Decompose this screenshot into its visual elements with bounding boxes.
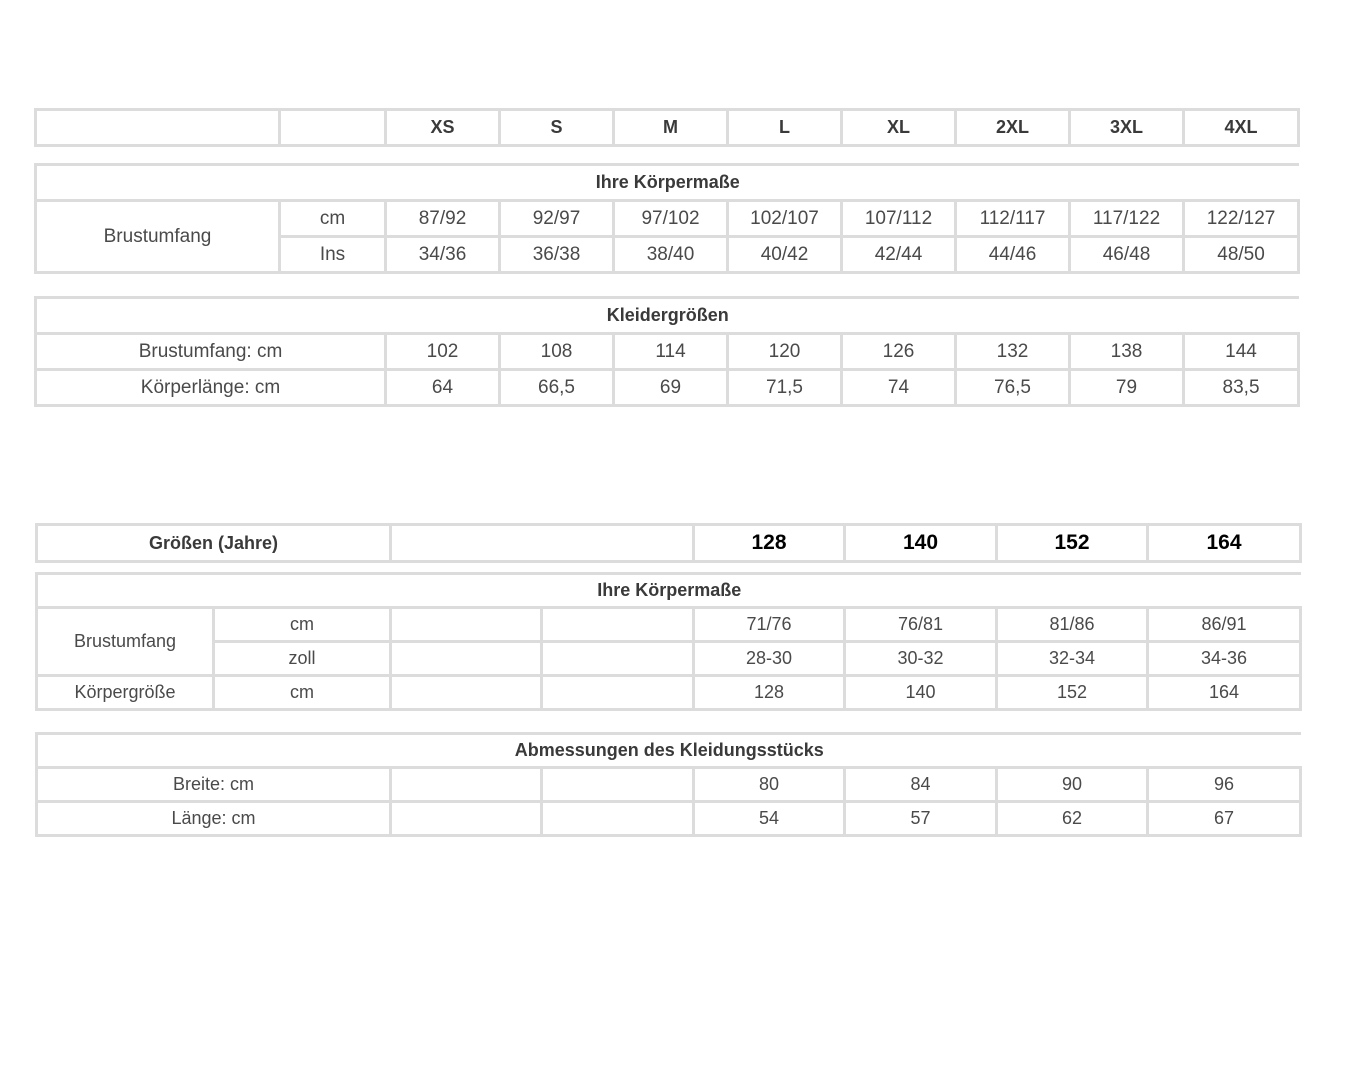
garment-length-value: 66,5 — [500, 370, 614, 406]
chest-ins-value: 46/48 — [1070, 237, 1184, 273]
kids-garment-dimensions-table — [35, 732, 1302, 837]
kids-length-value: 57 — [845, 802, 997, 836]
kids-length-value: 62 — [997, 802, 1148, 836]
kids-size-header-table — [35, 523, 1302, 563]
kids-length-value: 67 — [1148, 802, 1301, 836]
chest-cm-value: 107/112 — [842, 201, 956, 237]
adult-body-measurements-table — [34, 163, 1300, 274]
chest-cm-value: 117/122 — [1070, 201, 1184, 237]
adult-garment-section-title: Kleidergrößen — [36, 298, 1299, 334]
chest-ins-value: 44/46 — [956, 237, 1070, 273]
kids-length-label: Länge: cm — [37, 802, 391, 836]
empty-cell — [391, 525, 694, 562]
garment-length-value: 74 — [842, 370, 956, 406]
kids-height-value: 152 — [997, 676, 1148, 710]
kids-chest-cm-value: 81/86 — [997, 608, 1148, 642]
garment-chest-value: 108 — [500, 334, 614, 370]
empty-cell — [36, 110, 280, 146]
garment-length-value: 71,5 — [728, 370, 842, 406]
chest-ins-value: 38/40 — [614, 237, 728, 273]
garment-chest-label: Brustumfang: cm — [36, 334, 386, 370]
kids-size-row — [37, 525, 1301, 562]
chest-cm-value: 97/102 — [614, 201, 728, 237]
size-xl: XL — [842, 110, 956, 146]
unit-cm: cm — [280, 201, 386, 237]
kids-size-164: 164 — [1148, 525, 1301, 562]
empty-cell — [280, 110, 386, 146]
size-3xl: 3XL — [1070, 110, 1184, 146]
empty-cell — [542, 802, 694, 836]
chest-ins-value: 40/42 — [728, 237, 842, 273]
table-row — [37, 768, 1301, 802]
kids-chest-zoll-value: 32-34 — [997, 642, 1148, 676]
kids-chest-cm-value: 71/76 — [694, 608, 845, 642]
table-row — [37, 642, 1301, 676]
chest-label: Brustumfang — [36, 201, 280, 273]
kids-chest-zoll-value: 34-36 — [1148, 642, 1301, 676]
kids-chest-cm-value: 86/91 — [1148, 608, 1301, 642]
garment-length-label: Körperlänge: cm — [36, 370, 386, 406]
garment-chest-value: 126 — [842, 334, 956, 370]
kids-length-value: 54 — [694, 802, 845, 836]
kids-chest-zoll-value: 30-32 — [845, 642, 997, 676]
kids-width-value: 84 — [845, 768, 997, 802]
garment-length-value: 76,5 — [956, 370, 1070, 406]
unit-cm: cm — [214, 676, 391, 710]
kids-size-header-label: Größen (Jahre) — [37, 525, 391, 562]
empty-cell — [542, 768, 694, 802]
chest-cm-value: 122/127 — [1184, 201, 1299, 237]
kids-chest-cm-value: 76/81 — [845, 608, 997, 642]
garment-length-value: 79 — [1070, 370, 1184, 406]
chest-cm-value: 112/117 — [956, 201, 1070, 237]
chest-cm-value: 87/92 — [386, 201, 500, 237]
empty-cell — [391, 802, 542, 836]
kids-width-value: 90 — [997, 768, 1148, 802]
garment-chest-value: 120 — [728, 334, 842, 370]
size-4xl: 4XL — [1184, 110, 1299, 146]
table-row — [36, 334, 1299, 370]
garment-length-value: 83,5 — [1184, 370, 1299, 406]
adult-garment-sizes-table — [34, 296, 1300, 407]
kids-size-152: 152 — [997, 525, 1148, 562]
chest-cm-value: 102/107 — [728, 201, 842, 237]
adult-body-section-title: Ihre Körpermaße — [36, 165, 1299, 201]
empty-cell — [542, 642, 694, 676]
garment-chest-value: 144 — [1184, 334, 1299, 370]
unit-ins: Ins — [280, 237, 386, 273]
unit-zoll: zoll — [214, 642, 391, 676]
kids-body-measurements-table — [35, 572, 1302, 711]
garment-length-value: 64 — [386, 370, 500, 406]
empty-cell — [391, 768, 542, 802]
kids-size-128: 128 — [694, 525, 845, 562]
chest-cm-value: 92/97 — [500, 201, 614, 237]
adult-size-row — [36, 110, 1299, 146]
kids-width-value: 96 — [1148, 768, 1301, 802]
kids-height-value: 164 — [1148, 676, 1301, 710]
table-row — [37, 676, 1301, 710]
chest-ins-value: 48/50 — [1184, 237, 1299, 273]
garment-length-value: 69 — [614, 370, 728, 406]
size-2xl: 2XL — [956, 110, 1070, 146]
size-m: M — [614, 110, 728, 146]
kids-body-section-title: Ihre Körpermaße — [37, 574, 1301, 608]
kids-size-140: 140 — [845, 525, 997, 562]
chest-ins-value: 34/36 — [386, 237, 500, 273]
empty-cell — [391, 676, 542, 710]
garment-chest-value: 102 — [386, 334, 500, 370]
size-l: L — [728, 110, 842, 146]
empty-cell — [391, 642, 542, 676]
kids-chest-label: Brustumfang — [37, 608, 214, 676]
empty-cell — [542, 676, 694, 710]
table-row — [37, 608, 1301, 642]
kids-garment-section-title: Abmessungen des Kleidungsstücks — [37, 734, 1301, 768]
garment-chest-value: 138 — [1070, 334, 1184, 370]
unit-cm: cm — [214, 608, 391, 642]
kids-height-value: 140 — [845, 676, 997, 710]
chest-ins-value: 42/44 — [842, 237, 956, 273]
table-row — [36, 370, 1299, 406]
kids-height-value: 128 — [694, 676, 845, 710]
kids-height-label: Körpergröße — [37, 676, 214, 710]
size-s: S — [500, 110, 614, 146]
garment-chest-value: 132 — [956, 334, 1070, 370]
kids-width-value: 80 — [694, 768, 845, 802]
empty-cell — [542, 608, 694, 642]
chest-ins-value: 36/38 — [500, 237, 614, 273]
empty-cell — [391, 608, 542, 642]
kids-chest-zoll-value: 28-30 — [694, 642, 845, 676]
table-row — [37, 802, 1301, 836]
table-row — [36, 201, 1299, 237]
size-xs: XS — [386, 110, 500, 146]
garment-chest-value: 114 — [614, 334, 728, 370]
kids-width-label: Breite: cm — [37, 768, 391, 802]
adult-size-header-table — [34, 108, 1300, 147]
